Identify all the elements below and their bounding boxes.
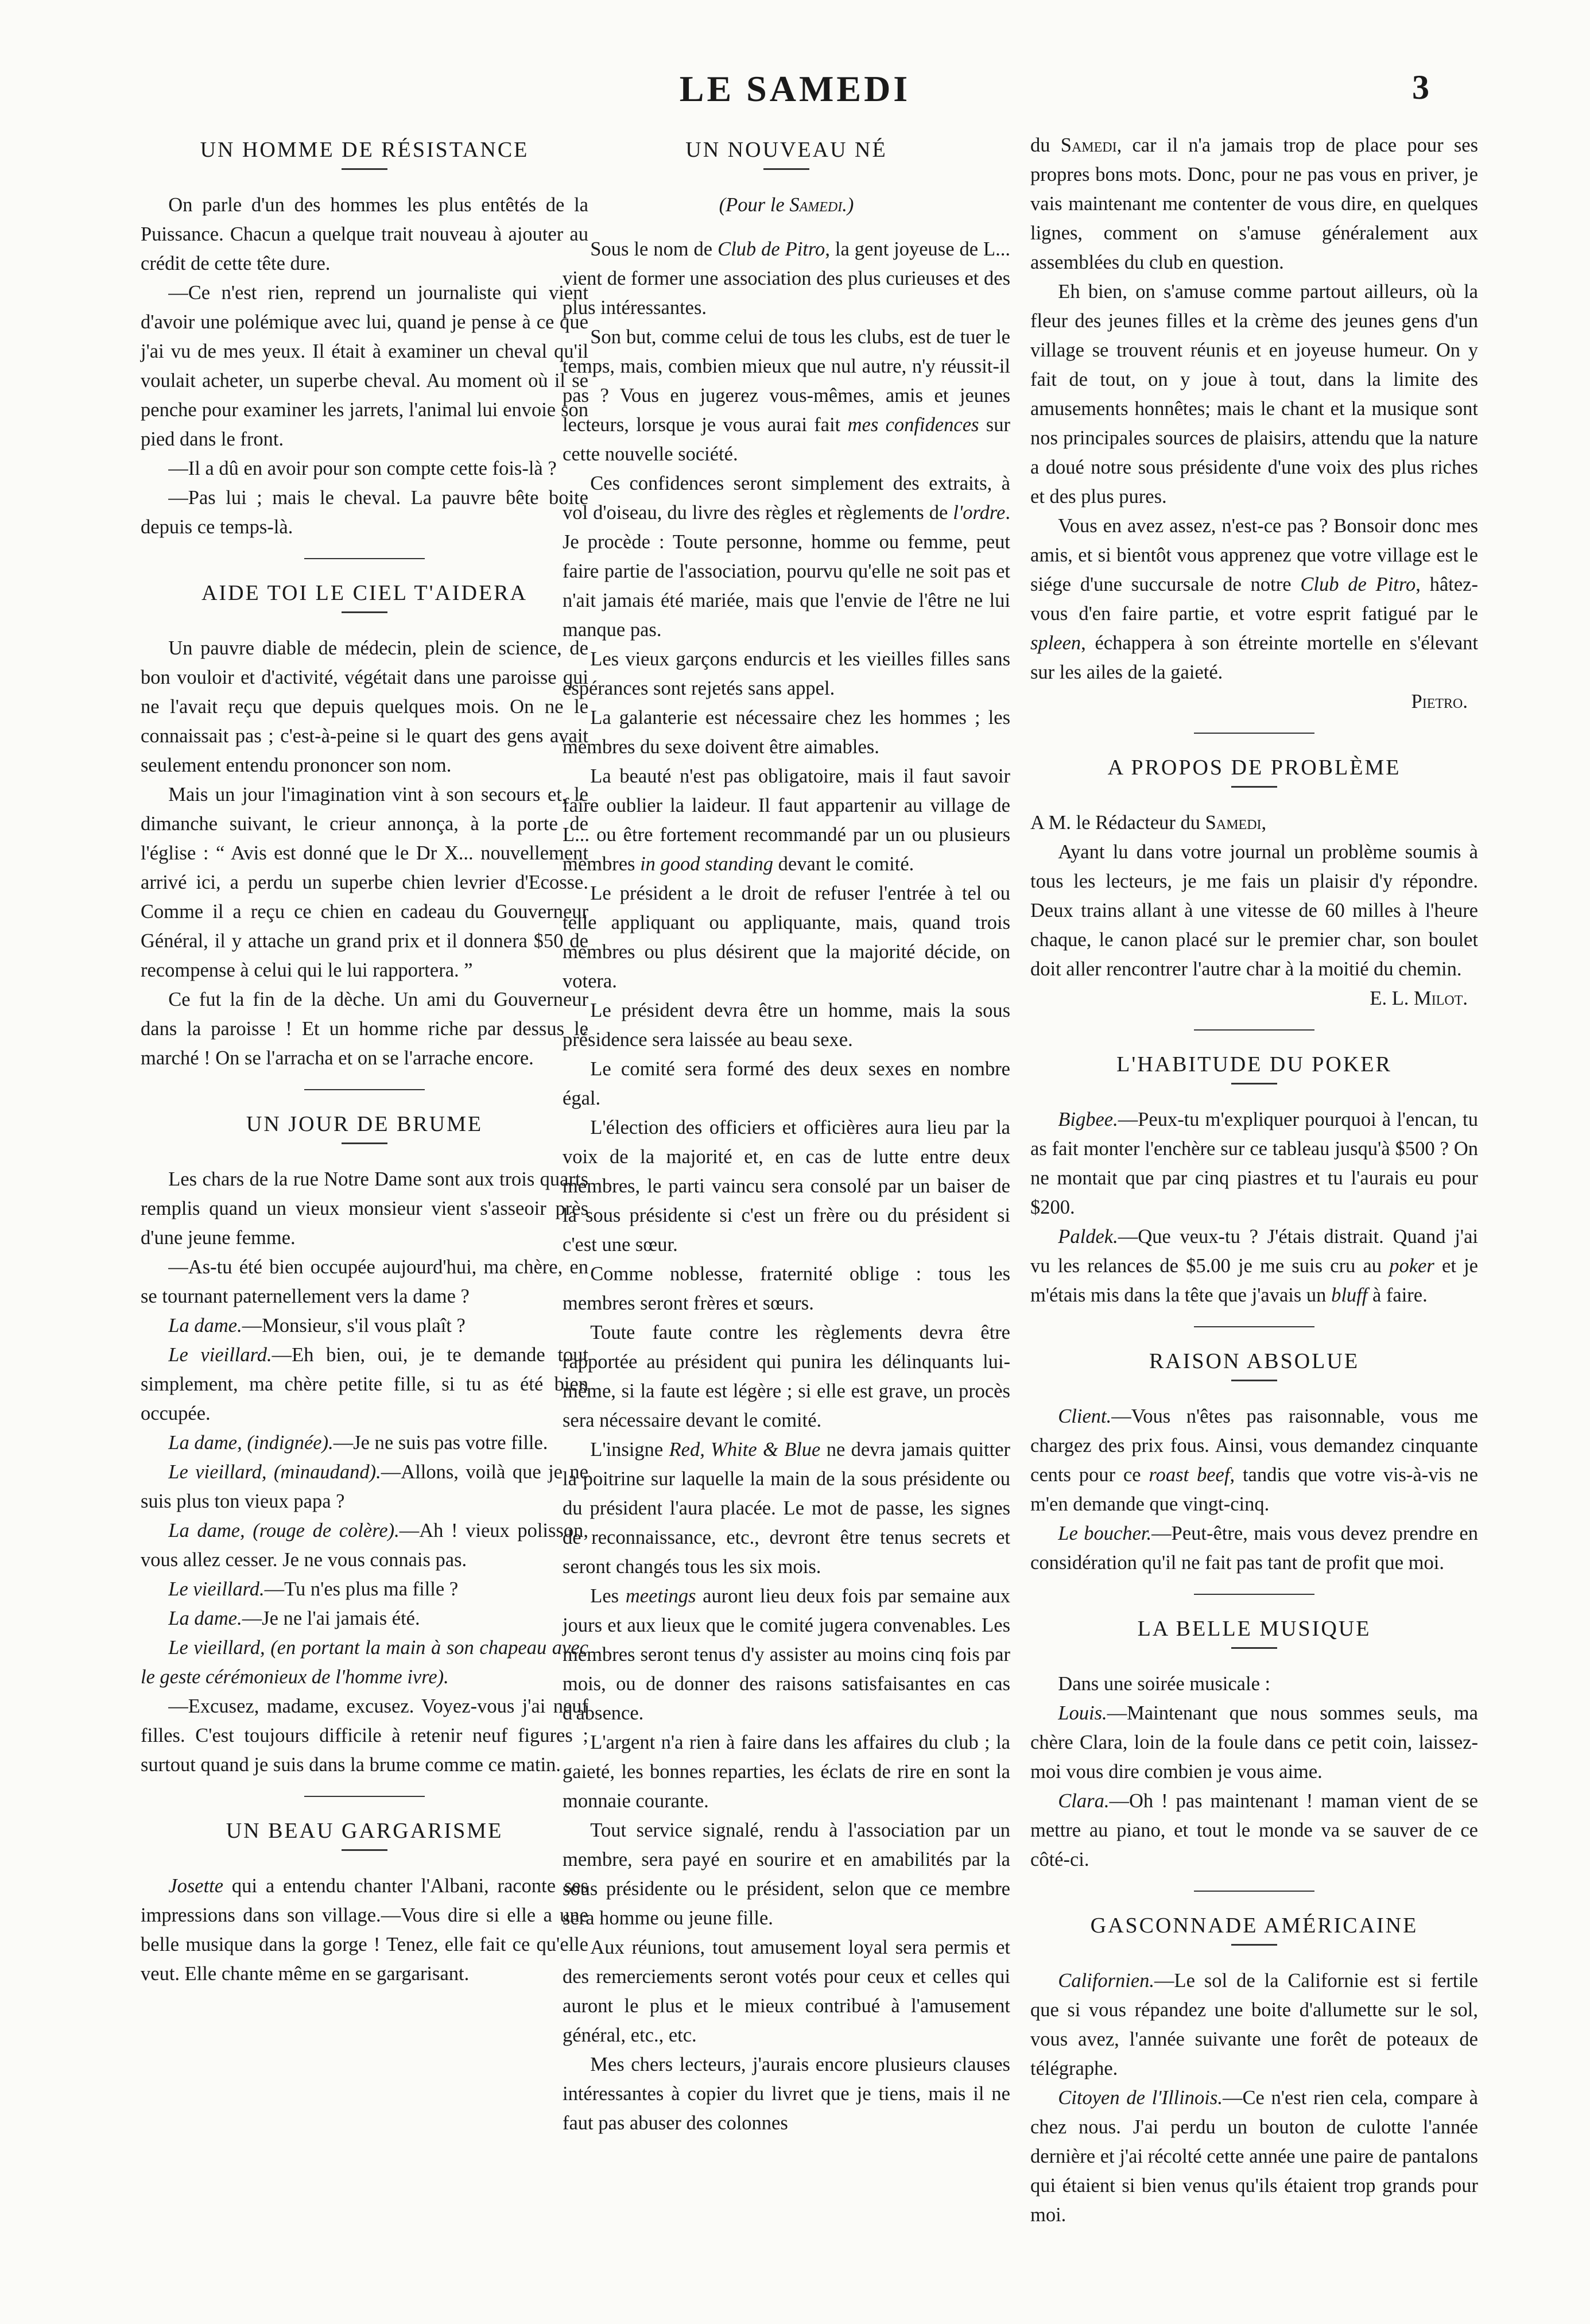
speaker: La dame, (rouge de colère). <box>168 1520 400 1541</box>
speaker: Paldek. <box>1058 1226 1118 1248</box>
emphasis: Red, White & Blue <box>669 1439 821 1461</box>
speech: , tandis que votre vis-à-vis ne m'en demande que vingt-cinq. <box>1030 1464 1478 1515</box>
article-title: RAISON ABSOLUE <box>1149 1349 1360 1373</box>
paragraph <box>563 762 1010 879</box>
text: L'insigne <box>590 1439 669 1461</box>
journal-name: Samedi <box>1205 812 1262 834</box>
paragraph: Les vieux garçons endurcis et les vieilles filles sans espérances sont rejetés sans appel. <box>563 648 1010 699</box>
paragraph <box>563 1582 1010 1728</box>
section-separator <box>1194 1029 1314 1031</box>
speaker: Le vieillard. <box>168 1344 272 1366</box>
text: , la gent joyeuse de L... vient de former une association des plus curieuses et des plus intéressantes. <box>563 238 1010 319</box>
dialogue-line <box>1030 1222 1478 1310</box>
paragraph: —Il a dû en avoir pour son compte cette fois-là ? <box>168 458 557 479</box>
text: devant le comité. <box>773 853 914 875</box>
title-rule <box>342 1142 387 1144</box>
paragraph: —Pas lui ; mais le cheval. La pauvre bête boite depuis ce temps-là. <box>141 487 588 538</box>
text: Vous en avez assez, n'est-ce pas ? Bonsoir donc mes amis, et si bientôt vous apprenez que votre village est le siége d'une succursale de notre <box>1030 515 1478 595</box>
speech: —Que veux-tu ? J'étais distrait. Quand j'ai vu les relances de $5.00 je me suis cru au <box>1030 1226 1478 1277</box>
section-separator <box>1194 733 1314 734</box>
section-separator <box>1194 1326 1314 1327</box>
title-rule <box>342 1849 387 1851</box>
text: auront lieu deux fois par semaine aux jours et aux lieux que le comité jugera convenables. Les membres seront tenus d'y assister au moins cinq fois par mois, ou de donner des raisons satisfaisantes en cas d'absence. <box>563 1585 1010 1724</box>
emphasis: poker <box>1389 1255 1434 1277</box>
speaker: Client. <box>1058 1405 1112 1427</box>
emphasis: in good standing <box>640 853 774 875</box>
speech: —Tu n'es plus ma fille ? <box>264 1578 459 1600</box>
speaker: La dame. <box>168 1315 242 1337</box>
dialogue-line <box>141 1341 588 1428</box>
text: Les <box>590 1585 626 1607</box>
subtitle-text: (Pour le <box>719 194 790 216</box>
emphasis: roast beef <box>1149 1464 1230 1486</box>
speaker: Californien. <box>1058 1970 1155 1992</box>
signature: Pietro. <box>1411 691 1468 712</box>
speech: —Je ne suis pas votre fille. <box>333 1432 548 1454</box>
column-left <box>141 131 588 1989</box>
speech: —Peux-tu m'expliquer pourquoi à l'encan, tu as fait monter l'enchère sur ce tableau jusqu'à $500 ? On ne montait que par cinq piastres et tu l'aurais eu pour $200. <box>1030 1109 1478 1218</box>
article-title: UN NOUVEAU NÉ <box>685 138 887 162</box>
text: ne devra jamais quitter la poitrine sur laquelle la main de la sous présidente ou du président l'aura placée. Le mot de passe, les signes de reconnaissance, etc., devront être tenus secrets et seront changés tous les six mois. <box>563 1439 1010 1578</box>
text: La beauté n'est pas obligatoire, mais il faut savoir faire oublier la laideur. Il faut appartenir au village de L... ou être fortement recommandé par un ou plusieurs membres <box>563 765 1010 875</box>
paragraph-text: qui a entendu chanter l'Albani, raconte ses impressions dans son village.—Vous dire si elle a une belle musique dans la gorge ! Tenez, elle fait ce qu'elle veut. Elle chante même en se gargarisant. <box>141 1875 588 1985</box>
title-rule <box>1231 1944 1277 1946</box>
section-separator <box>304 558 425 559</box>
speaker: Le vieillard. <box>168 1578 265 1600</box>
title-rule <box>342 168 387 170</box>
column-middle <box>563 131 1010 2138</box>
paragraph: On parle d'un des hommes les plus entêtés de la Puissance. Chacun a quelque trait nouveau à ajouter au crédit de cette tête dure. <box>141 194 588 274</box>
dialogue-line <box>1030 1105 1478 1222</box>
title-rule <box>1231 786 1277 788</box>
paragraph: L'argent n'a rien à faire dans les affaires du club ; la gaieté, les bonnes reparties, les éclats de rire en sont la monnaie courante. <box>563 1732 1010 1812</box>
article-title: UN HOMME DE RÉSISTANCE <box>200 138 529 162</box>
title-rule <box>763 168 809 170</box>
club-name: Club de Pitro <box>1300 574 1416 595</box>
paragraph: Ayant lu dans votre journal un problème soumis à tous les lecteurs, je me fais un plaisir d'y répondre. Deux trains allant à une vitesse de 60 milles à l'heure chaque, le canon placé sur le premier char, son boulet doit aller rencontrer l'autre char à la moitié du chemin. <box>1030 841 1478 980</box>
speech: —Le sol de la Californie est si fertile que si vous répandez une boite d'allumette sur le sol, vous avez, l'année suivante une forêt de poteaux de télégraphe. <box>1030 1970 1478 2079</box>
club-name: Club de Pitro <box>718 238 825 260</box>
paragraph: Toute faute contre les règlements devra être rapportée au président qui punira les délinquants lui-même, si la faute est légère ; si elle est grave, un procès sera nécessaire devant le comité. <box>563 1322 1010 1431</box>
speaker: Clara. <box>1058 1790 1110 1812</box>
article-title: UN BEAU GARGARISME <box>226 1819 503 1843</box>
text: Son but, comme celui de tous les clubs, est de tuer le temps, mais, combien mieux que nul autre, n'y réussit-il pas ? Vous en jugerez vous-mêmes, amis et jeunes lecteurs, lorsque je vous aurai fait <box>563 326 1010 436</box>
speech: —Vous n'êtes pas raisonnable, vous me chargez des prix fous. Ainsi, vous demandez cinquante cents pour ce <box>1030 1405 1478 1486</box>
paragraph <box>563 235 1010 323</box>
paragraph: —Ce n'est rien, reprend un journaliste qui vient d'avoir une polémique avec lui, quand je pense à ce que j'ai vu de mes yeux. Il était à examiner un cheval qu'il voulait acheter, un superbe cheval. Au moment où il se penche pour examiner les jarrets, l'animal lui envoie son pied dans le front. <box>141 282 588 450</box>
paragraph: Mais un jour l'imagination vint à son secours et, le dimanche suivant, le crieur annonça, à la porte de l'église : “ Avis est donné que le Dr X... nouvellement arrivé ici, a perdu un superbe chien levrier d'Ecosse. Comme il a reçu ce chien en cadeau du Gouverneur Général, il y attache un grand prix et il donnera $50 de recompense à celui qui le lui rapportera. ” <box>141 784 588 981</box>
paragraph: Tout service signalé, rendu à l'association par un membre, sera payé en sourire et en amabilités par la sous présidente ou le président, selon que ce membre sera homme ou jeune fille. <box>563 1819 1010 1929</box>
speech: —Eh bien, oui, je te demande tout simplement, ma chère petite fille, si tu as été bien occupée. <box>141 1344 588 1424</box>
dialogue-line <box>1030 2083 1478 2230</box>
article-title: UN JOUR DE BRUME <box>246 1112 483 1136</box>
emphasis: mes confidences <box>847 414 979 436</box>
speech: à faire. <box>1367 1284 1428 1306</box>
speech: —Allons, voilà que je ne suis plus ton vieux papa ? <box>141 1461 588 1512</box>
text: , hâtez-vous d'en faire partie, et votre esprit fatigué par le <box>1030 574 1478 625</box>
speaker: La dame. <box>168 1608 242 1629</box>
paragraph: Le comité sera formé des deux sexes en nombre égal. <box>563 1058 1010 1109</box>
dialogue-line <box>141 1428 588 1458</box>
dialogue-line <box>1030 1519 1478 1578</box>
dialogue-line: —Excusez, madame, excusez. Voyez-vous j'ai neuf filles. C'est toujours difficile à retenir neuf figures ; surtout quand je suis dans la brume comme ce matin. <box>141 1695 588 1776</box>
title-rule <box>1231 1380 1277 1381</box>
speech: —Ce n'est rien cela, compare à chez nous. J'ai perdu un bouton de culotte l'année dernière et j'ai récolté cette année une paire de pantalons qui étaient si bien venus qu'ils étaient trop grands pour moi. <box>1030 2087 1478 2226</box>
article-title: GASCONNADE AMÉRICAINE <box>1090 1914 1418 1938</box>
dialogue-line <box>141 1516 588 1575</box>
speech: —Oh ! pas maintenant ! maman vient de se mettre au piano, et tout le monde va se sauver de ce côté-ci. <box>1030 1790 1478 1870</box>
title-rule <box>1231 1647 1277 1649</box>
speaker: Le boucher. <box>1058 1523 1152 1544</box>
section-separator <box>1194 1891 1314 1892</box>
dialogue-line <box>1030 1787 1478 1874</box>
text: A M. le Rédacteur du <box>1030 812 1205 834</box>
section-separator <box>1194 1594 1314 1595</box>
dialogue-line <box>141 1575 588 1604</box>
signature: E. L. Milot. <box>1370 987 1468 1009</box>
speaker: La dame, (indignée). <box>168 1432 333 1454</box>
article-title: LA BELLE MUSIQUE <box>1137 1617 1371 1641</box>
paragraph <box>1030 131 1478 277</box>
paragraph: Ce fut la fin de la dèche. Un ami du Gouverneur dans la paroisse ! Et un homme riche par dessus le marché ! On se l'arracha et on se l'arrache encore. <box>141 989 588 1069</box>
dialogue-line <box>141 1458 588 1516</box>
speech: —Monsieur, s'il vous plaît ? <box>242 1315 466 1337</box>
text: Sous le nom de <box>590 238 718 260</box>
text: , échappera à son étreinte mortelle en s'élevant sur les ailes de la gaieté. <box>1030 632 1478 683</box>
paragraph: Mes chers lecteurs, j'aurais encore plusieurs clauses intéressantes à copier du livret que je tiens, mais il ne faut pas abuser des colonnes <box>563 2054 1010 2134</box>
speaker: Citoyen de l'Illinois. <box>1058 2087 1223 2109</box>
dialogue-line <box>1030 1402 1478 1519</box>
journal-name: Samedi <box>789 194 843 216</box>
column-right <box>1030 131 1478 2230</box>
subtitle-text: .) <box>842 194 854 216</box>
text: du <box>1030 134 1061 156</box>
paragraph: —As-tu été bien occupée aujourd'hui, ma chère, en se tournant paternellement vers la dame ? <box>141 1256 588 1307</box>
paragraph: Le président devra être un homme, mais la sous présidence sera laissée au beau sexe. <box>563 1000 1010 1051</box>
paragraph <box>563 1435 1010 1582</box>
paragraph <box>563 469 1010 645</box>
masthead: LE SAMEDI <box>679 68 911 109</box>
emphasis: bluff <box>1331 1284 1368 1306</box>
speaker: Bigbee. <box>1058 1109 1118 1130</box>
page-number: 3 <box>1412 68 1429 106</box>
character-name: Josette <box>168 1875 224 1897</box>
dialogue-line <box>1030 1966 1478 2083</box>
letter-address <box>1030 808 1478 838</box>
emphasis: l'ordre <box>953 502 1006 524</box>
title-rule <box>342 611 387 613</box>
section-separator <box>304 1796 425 1797</box>
paragraph: Dans une soirée musicale : <box>1058 1673 1271 1695</box>
dialogue-line <box>1030 1699 1478 1787</box>
speaker: Louis. <box>1058 1702 1107 1724</box>
section-separator <box>304 1089 425 1090</box>
dialogue-line <box>141 1604 588 1633</box>
speaker: Le vieillard, (minaudand). <box>168 1461 381 1483</box>
paragraph <box>141 1872 588 1989</box>
paragraph: Comme noblesse, fraternité oblige : tous les membres seront frères et sœurs. <box>563 1263 1010 1314</box>
speech: —Je ne l'ai jamais été. <box>242 1608 420 1629</box>
article-title: L'HABITUDE DU POKER <box>1116 1052 1392 1076</box>
text: , car il n'a jamais trop de place pour ses propres bons mots. Donc, pour ne pas vous en priver, je vais maintenant me contenter de vous dire, en quelques lignes, comment on s'amuse généralement aux assemblées du club en question. <box>1030 134 1479 273</box>
dialogue-line <box>141 1311 588 1341</box>
text: , <box>1261 812 1267 834</box>
paragraph: Eh bien, on s'amuse comme partout ailleurs, où la fleur des jeunes filles et la crème des jeunes gens d'un village se trouvent réunis et en joyeuse humeur. On y fait de tout, on y joue à tout, dans la limite des amusements honnêtes; mais le chant et la musique sont nos principales sources de plaisirs, attendu que la nature a doué notre sous présidente d'une voix des plus riches et des plus pures. <box>1030 281 1478 508</box>
speech: —Ah ! vieux polisson, vous allez cesser. Je ne vous connais pas. <box>141 1520 588 1571</box>
text: . Je procède : Toute personne, homme ou femme, peut faire partie de l'association, pourvu qu'elle ne soit pas et n'ait jamais été mariée, mais que l'envie de l'être ne lui manque pas. <box>563 502 1010 641</box>
text: sur cette nouvelle société. <box>563 414 1010 465</box>
paragraph: Les chars de la rue Notre Dame sont aux trois quarts remplis quand un vieux monsieur vient s'asseoir près d'une jeune femme. <box>141 1168 588 1249</box>
paragraph: L'élection des officiers et officières aura lieu par la voix de la majorité et, en cas de lutte entre deux membres, le parti vaincu sera consolé par un baiser de la sous présidente si c'est un frère ou du président si c'est une sœur. <box>563 1117 1010 1256</box>
paragraph: La galanterie est nécessaire chez les hommes ; les membres du sexe doivent être aimables. <box>563 707 1010 758</box>
paragraph <box>563 323 1010 469</box>
article-title: AIDE TOI LE CIEL T'AIDERA <box>201 581 528 605</box>
page-header <box>0 68 1590 119</box>
speaker: Le vieillard, (en portant la main à son chapeau avec le geste cérémonieux de l'homme ivre). <box>141 1637 588 1688</box>
emphasis: meetings <box>625 1585 696 1607</box>
dialogue-line <box>141 1633 588 1692</box>
speech: —Maintenant que nous sommes seuls, ma chère Clara, loin de la foule dans ce petit coin, laissez-moi vous dire combien je vous aime. <box>1030 1702 1478 1783</box>
speech: —Peut-être, mais vous devez prendre en considération qu'il ne fait pas tant de profit que moi. <box>1030 1523 1478 1574</box>
emphasis: spleen <box>1030 632 1081 654</box>
journal-name: Samedi <box>1060 134 1117 156</box>
text: Ces confidences seront simplement des extraits, à vol d'oiseau, du livre des règles et règlements de <box>563 472 1010 524</box>
article-subtitle <box>563 191 1010 220</box>
article-title: A PROPOS DE PROBLÈME <box>1107 756 1401 780</box>
paragraph: Le président a le droit de refuser l'entrée à tel ou telle appliquant ou appliquante, mais, quand trois membres ou plus désirent que la majorité décide, on votera. <box>563 882 1010 992</box>
paragraph <box>1030 512 1478 687</box>
paragraph: Un pauvre diable de médecin, plein de science, de bon vouloir et d'activité, végétait dans une paroisse qui ne l'avait reçu que depuis quelques mois. On ne le connaissait pas ; c'est-à-peine si le quart des gens avait seulement entendu prononcer son nom. <box>141 637 588 776</box>
speech: et je m'étais mis dans la tête que j'avais un <box>1030 1255 1478 1306</box>
paragraph: Aux réunions, tout amusement loyal sera permis et des remerciements seront votés pour ceux et celles qui auront le plus et le mieux contribué à l'amusement général, etc., etc. <box>563 1936 1010 2046</box>
title-rule <box>1231 1083 1277 1084</box>
